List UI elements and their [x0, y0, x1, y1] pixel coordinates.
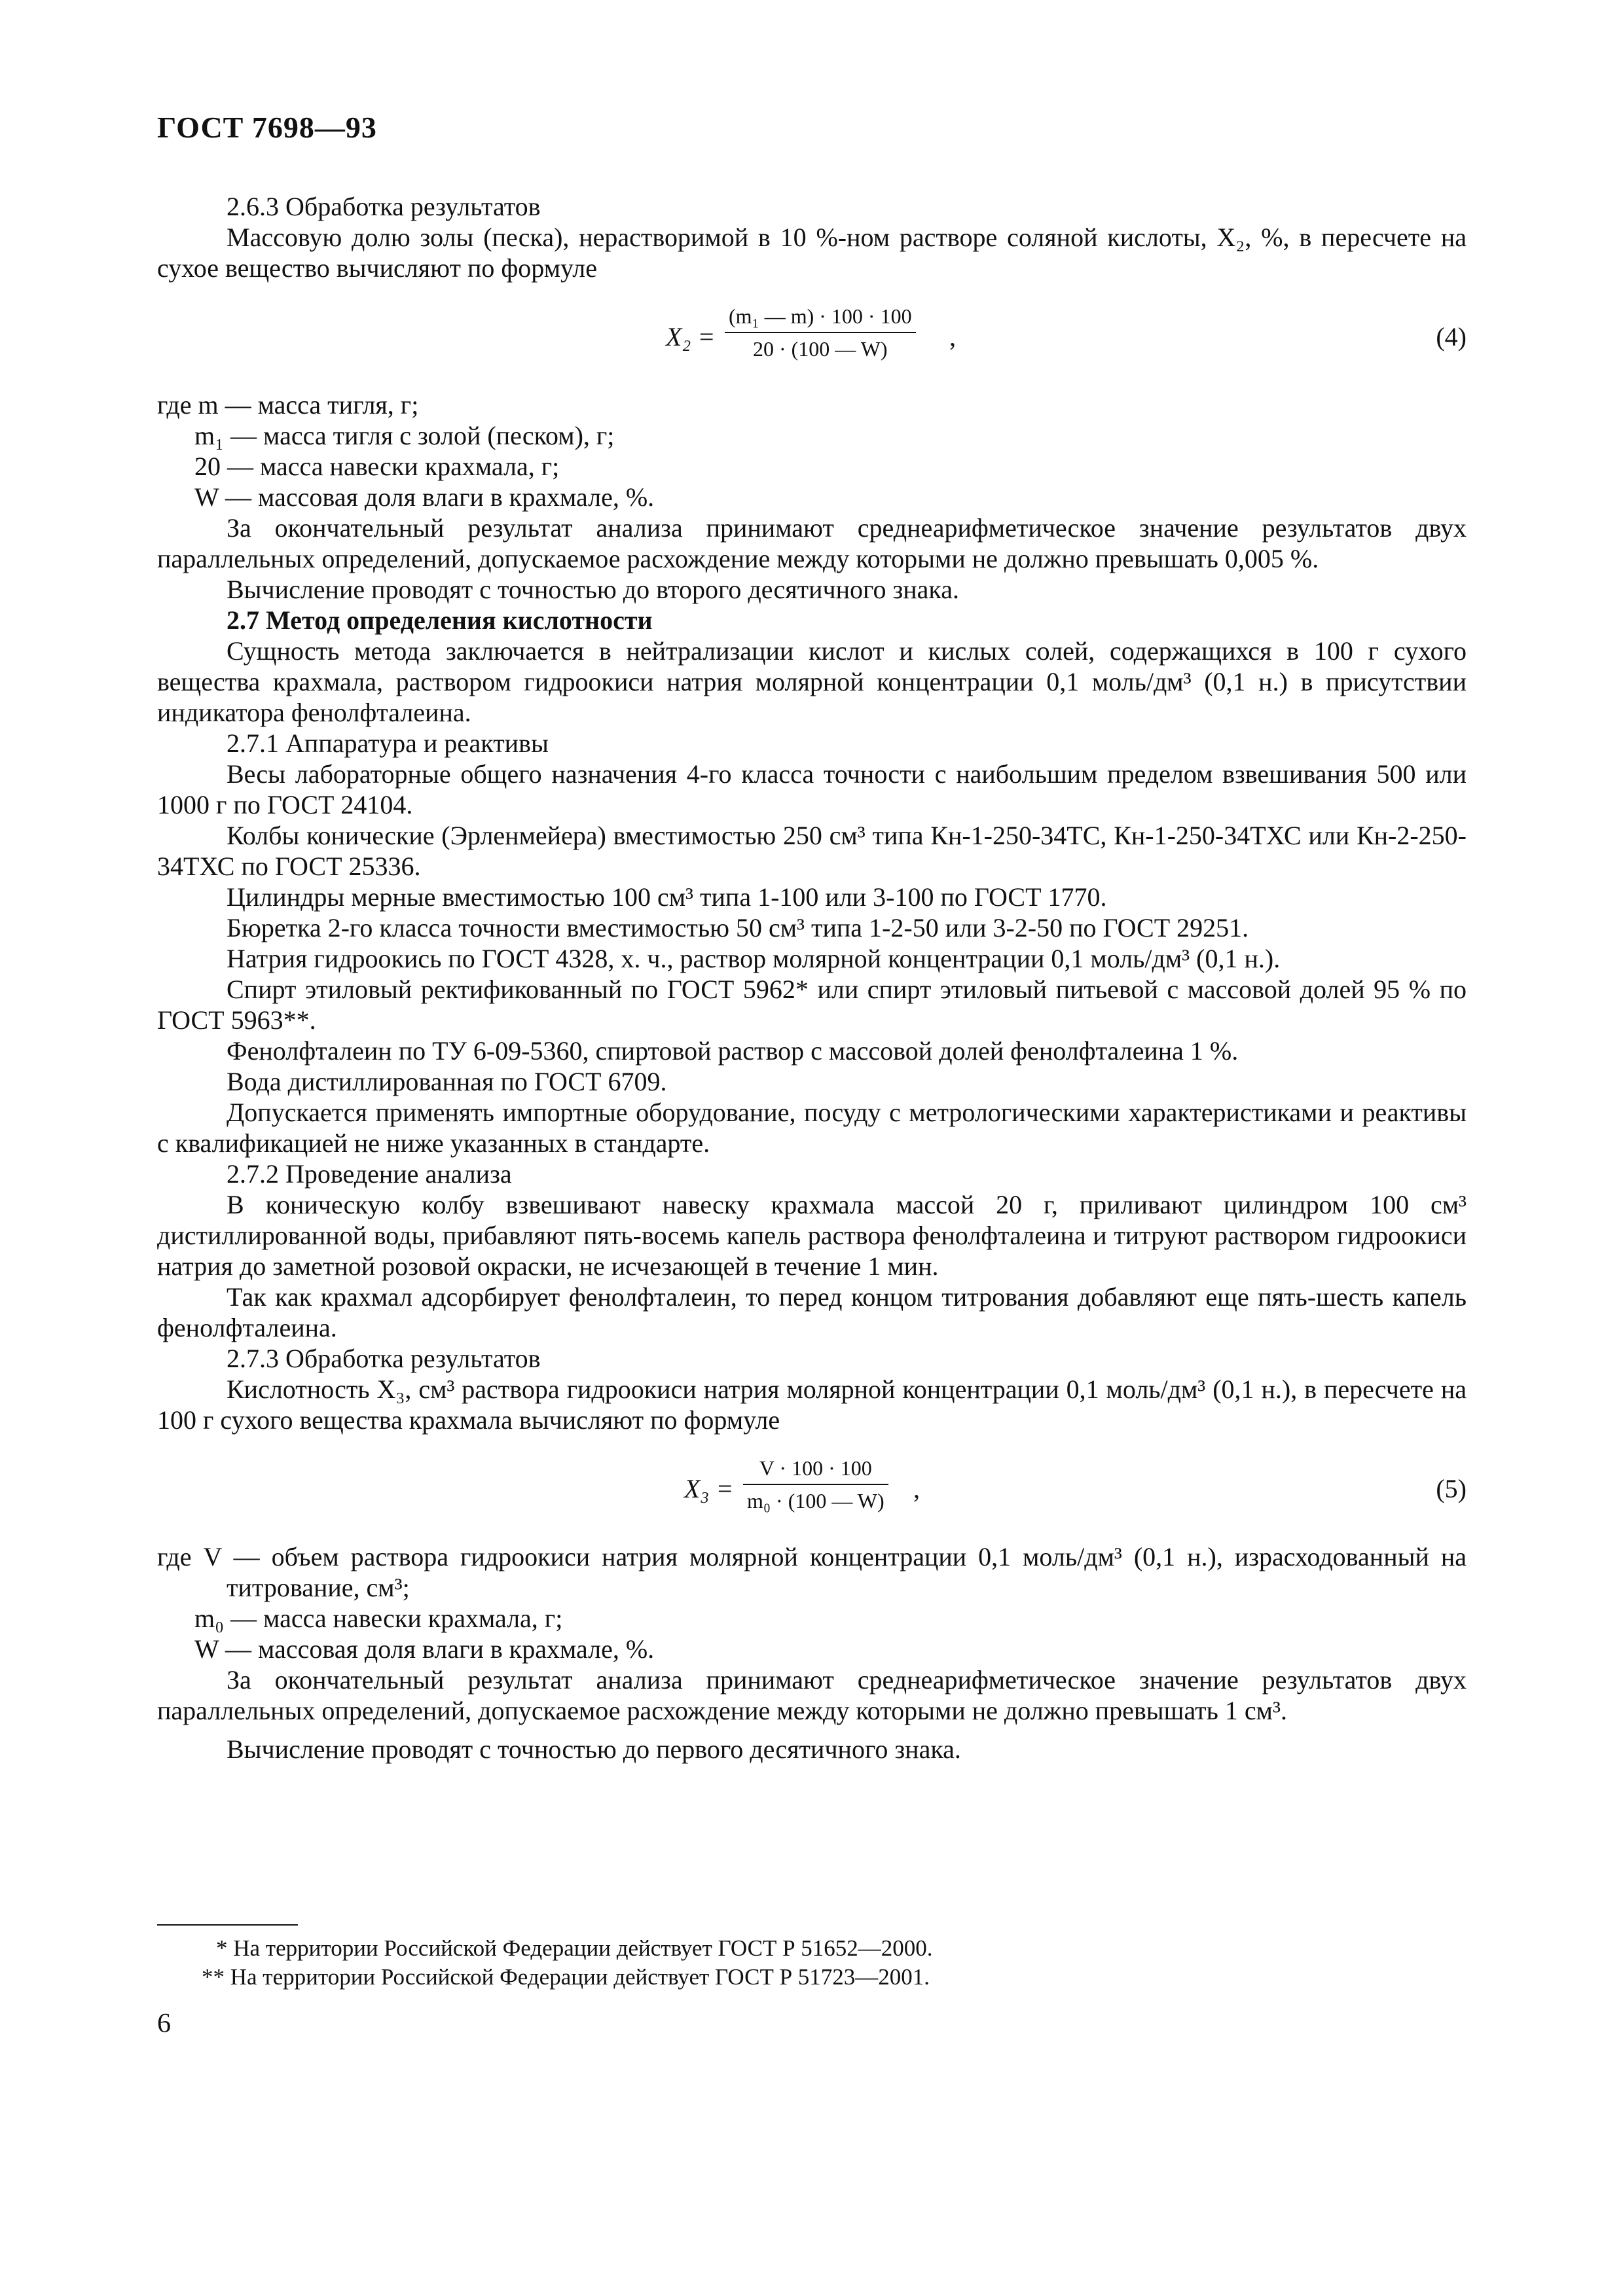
- list-item: Цилиндры мерные вместимостью 100 см³ типа 1-100 или 3-100 по ГОСТ 1770.: [227, 882, 1107, 912]
- formula-fraction: [743, 1455, 888, 1514]
- footnote: * На территории Российской Федерации действует ГОСТ Р 51652—2000.: [216, 1935, 933, 1961]
- formula-5: [157, 1455, 1467, 1520]
- paragraph: За окончательный результат анализа принимают среднеарифметическое значение результатов двух параллельных определений, допускаемое расхождение между которыми не должно превышать 1 см³.: [157, 1665, 1467, 1725]
- paragraph: Массовую долю золы (песка), нерастворимой в 10 %-ном растворе соляной кислоты, X₂, %, в пересчете на сухое вещество вычисляют по формуле: [157, 223, 1467, 283]
- formula-fraction: [725, 303, 916, 362]
- list-item: Спирт этиловый ректификованный по ГОСТ 5962* или спирт этиловый питьевой с массовой долей 95 % по ГОСТ 5963**.: [157, 975, 1467, 1035]
- list-item: Натрия гидроокись по ГОСТ 4328, х. ч., раствор молярной концентрации 0,1 моль/дм³ (0,1 н.).: [227, 944, 1281, 973]
- where-line: m₀ — масса навески крахмала, г;: [194, 1604, 563, 1633]
- where-line: где V — объем раствора гидроокиси натрия молярной концентрации 0,1 моль/дм³ (0,1 н.), израсходованный на титрование, см³;: [157, 1542, 1467, 1602]
- paragraph: Кислотность X₃, см³ раствора гидроокиси натрия молярной концентрации 0,1 моль/дм³ (0,1 н.), в пересчете на 100 г сухого вещества крахмала вычисляют по формуле: [157, 1374, 1467, 1435]
- formula-numerator: (m₁ — m) · 100 · 100: [725, 303, 916, 333]
- footnote: ** На территории Российской Федерации действует ГОСТ Р 51723—2001.: [202, 1964, 930, 1990]
- formula-4: [157, 303, 1467, 368]
- formula-lhs: X₃ =: [684, 1474, 734, 1503]
- paragraph: Вычисление проводят с точностью до второго десятичного знака.: [227, 575, 959, 604]
- section-2-7-3-title: 2.7.3 Обработка результатов: [227, 1344, 541, 1373]
- footnote-divider: [157, 1924, 298, 1926]
- list-item: Бюретка 2-го класса точности вместимостью 50 см³ типа 1-2-50 или 3-2-50 по ГОСТ 29251.: [227, 913, 1249, 942]
- body-text: [157, 191, 1467, 1765]
- list-item: Колбы конические (Эрленмейера) вместимостью 250 см³ типа Кн-1-250-34ТС, Кн-1-250-34ТХС или Кн-2-250-34ТХС по ГОСТ 25336.: [157, 821, 1467, 881]
- list-item: Вода дистиллированная по ГОСТ 6709.: [227, 1067, 667, 1096]
- page-number: 6: [157, 2009, 171, 2039]
- where-line: W — массовая доля влаги в крахмале, %.: [194, 482, 655, 512]
- list-item: Допускается применять импортные оборудование, посуду с метрологическими характеристиками и реактивы с квалификацией не ниже указанных в стандарте.: [157, 1098, 1467, 1158]
- where-line: W — массовая доля влаги в крахмале, %.: [194, 1634, 655, 1664]
- where-line: m₁ — масса тигля с золой (песком), г;: [194, 421, 615, 450]
- paragraph: Вычисление проводят с точностью до первого десятичного знака.: [227, 1734, 961, 1764]
- where-line: 20 — масса навески крахмала, г;: [194, 452, 560, 481]
- where-line: где m — масса тигля, г;: [157, 390, 419, 420]
- list-item: Весы лабораторные общего назначения 4-го класса точности с наибольшим пределом взвешивания 500 или 1000 г по ГОСТ 24104.: [157, 759, 1467, 819]
- formula-denominator: m₀ · (100 — W): [747, 1489, 884, 1513]
- list-item: Фенолфталеин по ТУ 6-09-5360, спиртовой раствор с массовой долей фенолфталеина 1 %.: [227, 1036, 1239, 1066]
- paragraph: За окончательный результат анализа принимают среднеарифметическое значение результатов двух параллельных определений, допускаемое расхождение между которыми не должно превышать 0,005 %.: [157, 513, 1467, 573]
- section-2-7-title: 2.7 Метод определения кислотности: [227, 605, 653, 635]
- paragraph: Сущность метода заключается в нейтрализации кислот и кислых солей, содержащихся в 100 г сухого вещества крахмала, раствором гидроокиси натрия молярной концентрации 0,1 моль/дм³ (0,1 н.) в присутствии индикатора фенолфталеина.: [157, 636, 1467, 727]
- formula-numerator: V · 100 · 100: [743, 1455, 888, 1485]
- paragraph: Так как крахмал адсорбирует фенолфталеин, то перед концом титрования добавляют еще пять-шесть капель фенолфталеина.: [157, 1282, 1467, 1342]
- formula-comma: ,: [913, 1474, 920, 1503]
- running-header: ГОСТ 7698—93: [157, 111, 377, 144]
- section-2-7-2-title: 2.7.2 Проведение анализа: [227, 1159, 512, 1189]
- section-2-7-1-title: 2.7.1 Аппаратура и реактивы: [227, 728, 549, 758]
- formula-denominator: 20 · (100 — W): [752, 337, 888, 361]
- formula-lhs: X₂ =: [666, 322, 716, 351]
- formula-number: (5): [1436, 1474, 1467, 1503]
- section-2-6-3-title: 2.6.3 Обработка результатов: [227, 192, 541, 221]
- paragraph: В коническую колбу взвешивают навеску крахмала массой 20 г, приливают цилиндром 100 см³ дистиллированной воды, прибавляют пять-восемь капель раствора фенолфталеина и титруют раствором гидроокиси натрия до заметной розовой окраски, не исчезающей в течение 1 мин.: [157, 1190, 1467, 1281]
- formula-number: (4): [1436, 322, 1467, 351]
- formula-comma: ,: [949, 322, 956, 351]
